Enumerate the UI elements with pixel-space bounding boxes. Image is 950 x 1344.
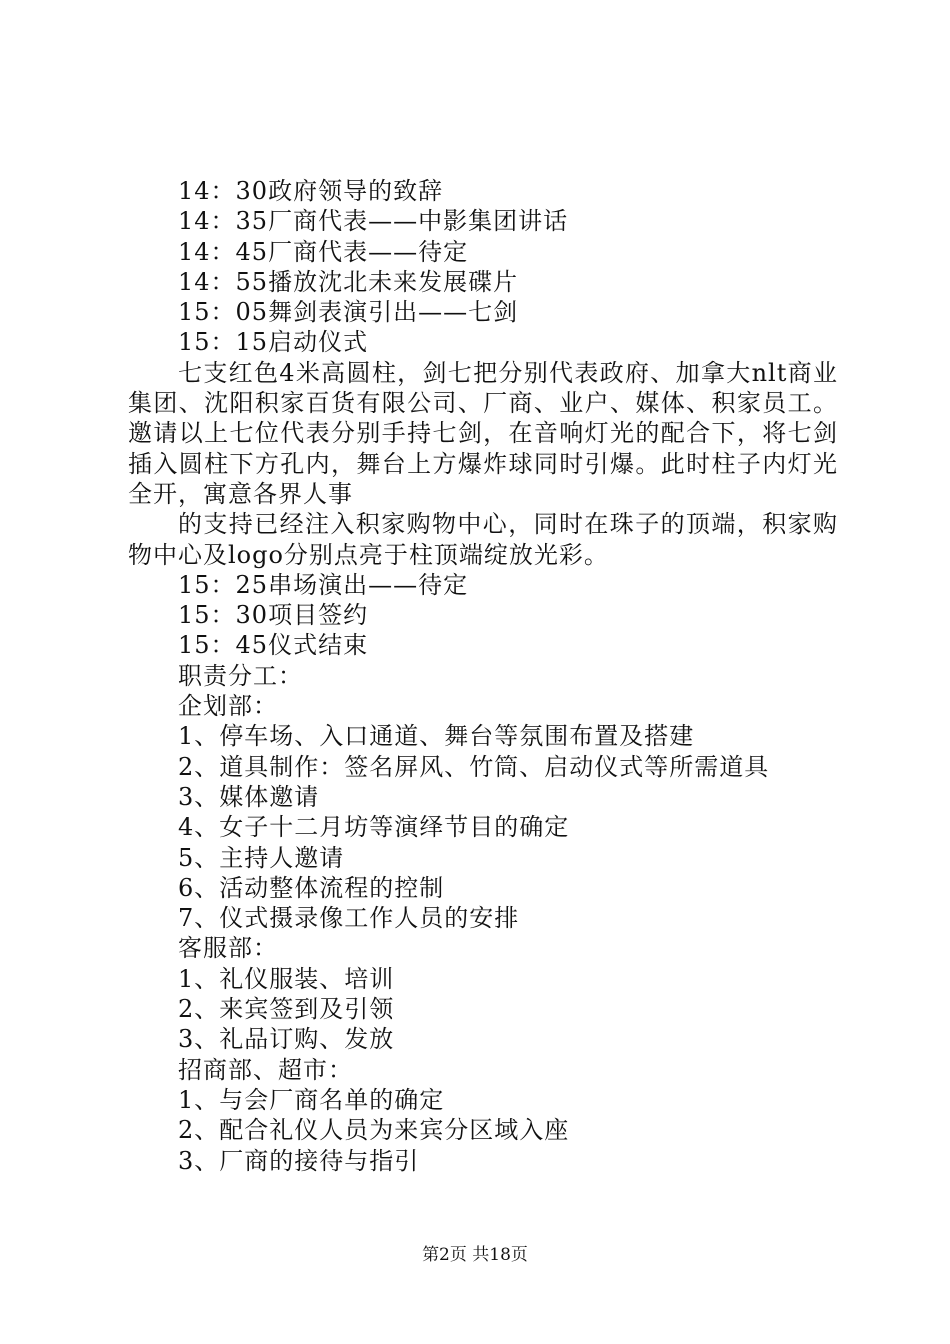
document-body: [128, 176, 838, 1176]
list-item: 6、活动整体流程的控制: [178, 873, 445, 902]
list-item: 1、礼仪服装、培训: [178, 964, 395, 993]
ceremony-continuation-paragraph: 的支持已经注入积家购物中心，同时在珠子的顶端，积家购物中心及logo分别点亮于柱顶端绽放光彩。: [128, 510, 838, 569]
schedule-item: 15：25串场演出——待定: [178, 570, 469, 599]
ceremony-description-paragraph: 七支红色4米高圆柱，剑七把分别代表政府、加拿大nlt商业集团、沈阳积家百货有限公司、厂商、业户、媒体、积家员工。邀请以上七位代表分别手持七剑，在音响灯光的配合下，将七剑插入圆柱下方孔内，舞台上方爆炸球同时引爆。此时柱子内灯光全开，寓意各界人事: [128, 358, 838, 508]
list-item: 3、厂商的接待与指引: [178, 1146, 420, 1175]
list-item: 7、仪式摄录像工作人员的安排: [178, 904, 520, 933]
dept-heading-planning: 企划部：: [178, 692, 278, 721]
schedule-item: 14：45厂商代表——待定: [178, 237, 469, 266]
schedule-item: 15：30项目签约: [178, 601, 369, 630]
list-item: 1、与会厂商名单的确定: [178, 1085, 445, 1114]
schedule-item: 14：55播放沈北未来发展碟片: [178, 267, 519, 296]
list-item: 1、停车场、入口通道、舞台等氛围布置及搭建: [178, 722, 695, 751]
list-item: 2、道具制作：签名屏风、竹筒、启动仪式等所需道具: [178, 752, 770, 781]
list-item: 3、礼品订购、发放: [178, 1025, 395, 1054]
schedule-item: 14：30政府领导的致辞: [178, 177, 444, 205]
page-number-footer: 第2页 共18页: [422, 1245, 528, 1265]
dept-heading-merchant: 招商部、超市：: [178, 1055, 353, 1084]
schedule-item: 15：05舞剑表演引出——七剑: [178, 298, 519, 327]
duties-heading: 职责分工：: [178, 661, 303, 690]
list-item: 4、女子十二月坊等演绎节目的确定: [178, 813, 570, 842]
list-item: 3、媒体邀请: [178, 782, 320, 811]
schedule-item: 14：35厂商代表——中影集团讲话: [178, 207, 569, 236]
schedule-item: 15：45仪式结束: [178, 631, 369, 660]
dept-heading-service: 客服部：: [178, 934, 278, 963]
list-item: 2、配合礼仪人员为来宾分区域入座: [178, 1116, 570, 1145]
list-item: 5、主持人邀请: [178, 843, 345, 872]
schedule-item: 15：15启动仪式: [178, 328, 369, 357]
list-item: 2、来宾签到及引领: [178, 995, 395, 1024]
